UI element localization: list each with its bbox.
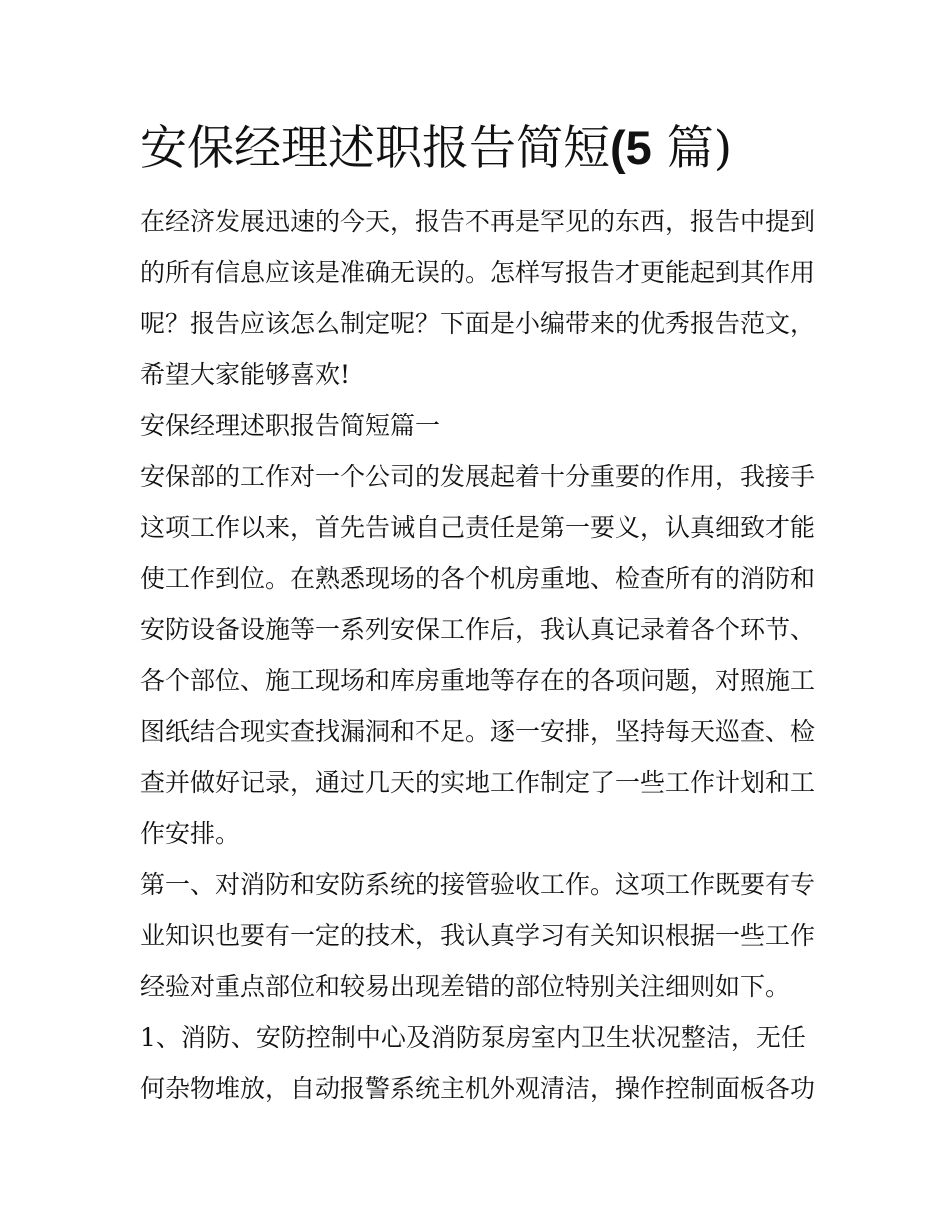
text-line: 何杂物堆放，自动报警系统主机外观清洁，操作控制面板各功 bbox=[140, 1074, 816, 1103]
text-line: 安保部的工作对一个公司的发展起着十分重要的作用，我接手 bbox=[140, 462, 816, 491]
document-title bbox=[140, 112, 840, 185]
text-line: 呢？报告应该怎么制定呢？下面是小编带来的优秀报告范文， bbox=[140, 309, 816, 338]
text-line: 查并做好记录，通过几天的实地工作制定了一些工作计划和工 bbox=[140, 768, 816, 797]
text-line: 业知识也要有一定的技术，我认真学习有关知识根据一些工作 bbox=[140, 921, 816, 950]
text-line: 图纸结合现实查找漏洞和不足。逐一安排，坚持每天巡查、检 bbox=[140, 717, 816, 746]
text-line: 安防设备设施等一系列安保工作后，我认真记录着各个环节、 bbox=[140, 615, 816, 644]
title-count: 5 bbox=[625, 121, 652, 174]
text-line: 在经济发展迅速的今天，报告不再是罕见的东西，报告中提到 bbox=[140, 207, 816, 236]
text-line: 经验对重点部位和较易出现差错的部位特别关注细则如下。 bbox=[140, 972, 791, 1001]
title-paren-open: ( bbox=[610, 121, 626, 174]
text-line: 1、消防、安防控制中心及消防泵房室内卫生状况整洁，无任 bbox=[140, 1023, 806, 1052]
section-heading: 安保经理述职报告简短篇一 bbox=[140, 411, 441, 440]
title-main: 安保经理述职报告简短 bbox=[140, 121, 610, 176]
text-line: 第一、对消防和安防系统的接管验收工作。这项工作既要有专 bbox=[140, 870, 816, 899]
text-line: 的所有信息应该是准确无误的。怎样写报告才更能起到其作用 bbox=[140, 258, 816, 287]
text-line: 这项工作以来，首先告诫自己责任是第一要义，认真细致才能 bbox=[140, 513, 816, 542]
title-suffix: 篇) bbox=[651, 121, 733, 176]
text-line: 作安排。 bbox=[140, 819, 241, 848]
document-body bbox=[140, 196, 820, 1114]
text-line: 希望大家能够喜欢! bbox=[140, 360, 351, 389]
text-line: 各个部位、施工现场和库房重地等存在的各项问题，对照施工 bbox=[140, 666, 816, 695]
text-line: 使工作到位。在熟悉现场的各个机房重地、检查所有的消防和 bbox=[140, 564, 816, 593]
